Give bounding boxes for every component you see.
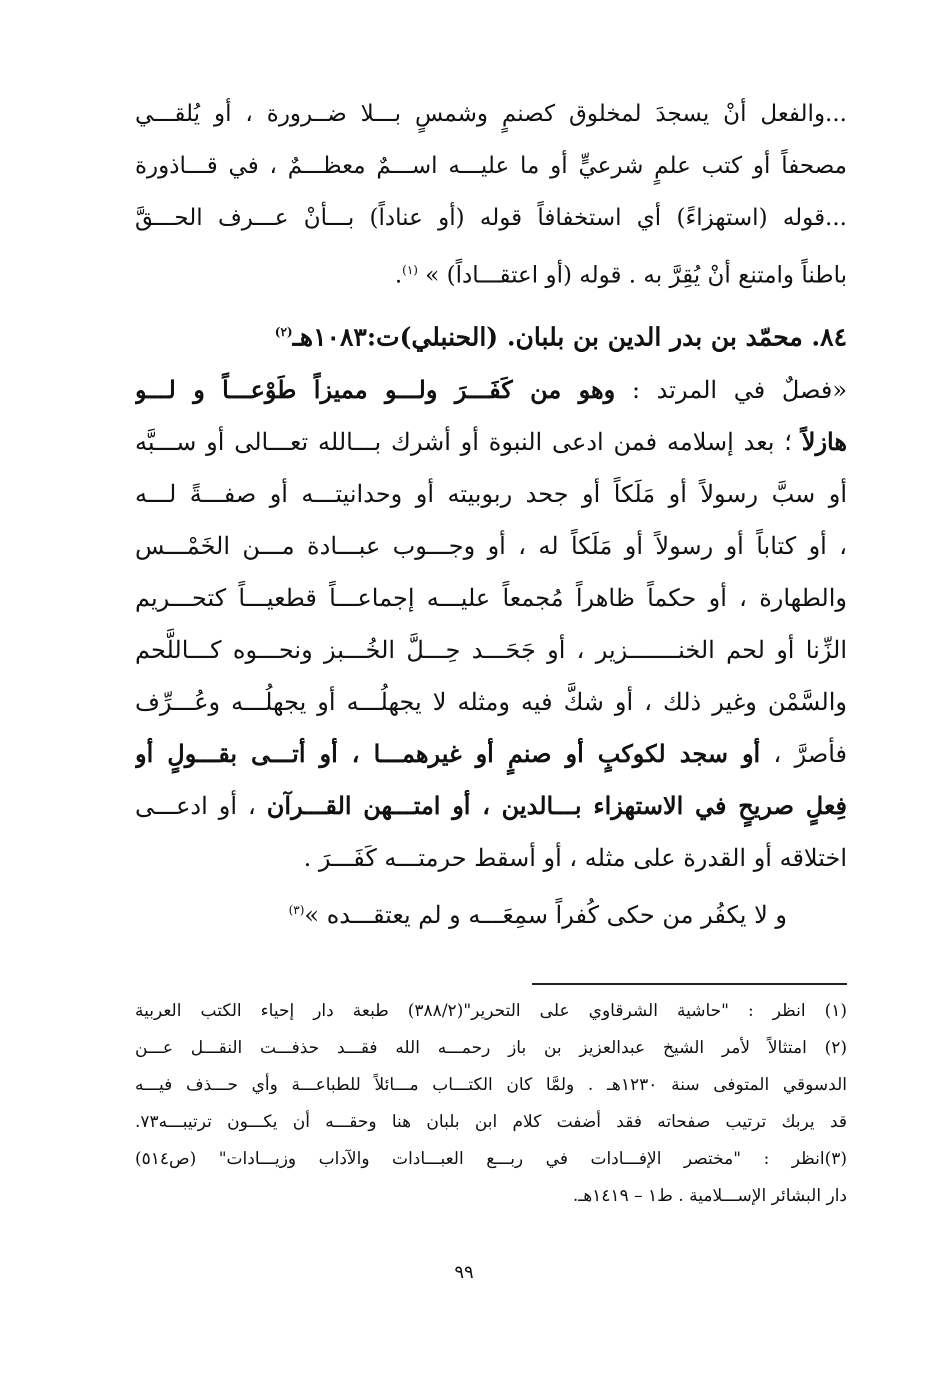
heading-text: ٨٤. محمّد بن بدر الدين بن بلبان. (الحنبلي)ت:١٠٨٣هـ bbox=[292, 322, 847, 352]
quote-normal: «فصلٌ في المرتد : bbox=[615, 376, 847, 404]
quote-line: والطهارة ، أو حكماً ظاهراً مُجمعاً عليـــه إجماعـــاً قطعيـــاً كتحـــريم bbox=[135, 584, 847, 612]
quote-bold: أو سجد لكوكبٍ أو صنمٍ أو غيرهمـــا ، أو أتـــى بقـــولٍ أو bbox=[135, 739, 761, 768]
quote-block bbox=[135, 364, 847, 936]
intro-line-end: . bbox=[394, 262, 403, 289]
page-number: ٩٩ bbox=[454, 1262, 474, 1283]
quote-line: أو سبَّ رسولاً أو مَلَكاً أو جحد ربوبيته أو وحدانيتـــه أو صفـــةً لـــه bbox=[135, 480, 847, 508]
footnote-ref: (١) bbox=[402, 263, 418, 277]
footnote-separator bbox=[532, 983, 847, 985]
footnote-separator-area bbox=[135, 983, 847, 985]
intro-line: مصحفاً أو كتب علمٍ شرعيٍّ أو ما عليـــه اســـمٌ معظـــمٌ ، في قـــاذورة bbox=[135, 153, 847, 179]
intro-line bbox=[135, 244, 847, 296]
quote-line bbox=[135, 728, 847, 780]
quote-bold: هازلاً bbox=[801, 427, 847, 456]
quote-line: الزِّنا أو لحم الخنـــــــزير ، أو جَحَـــد حِـــلَّ الخُـــبز ونحـــوه كـــاللَّحم bbox=[135, 636, 847, 664]
quote-line: اختلاقه أو القدرة على مثله ، أو أسقط حرمتـــه كَفَـــرَ . bbox=[303, 844, 847, 872]
footnote-line: (٢) امتثالاً لأمر الشيخ عبدالعزيز بن باز رحمـــه الله فقـــد حذفـــت النقـــل عـــن bbox=[135, 1038, 847, 1058]
quote-line bbox=[135, 884, 847, 936]
footnote-ref: (٣) bbox=[288, 903, 305, 917]
quote-normal: و لا يكفُر من حكى كُفراً سمِعَـــه و لم يعتقـــده » bbox=[304, 901, 787, 929]
footnote-line: الدسوقي المتوفى سنة ١٢٣٠هـ . ولمَّا كان الكتـــاب مـــائلاً للطباعـــة وأي حـــذف فيـــه bbox=[135, 1075, 847, 1095]
quote-normal: ، أو ادعـــى bbox=[135, 792, 267, 820]
quote-line bbox=[135, 780, 847, 832]
footnote-ref: (٢) bbox=[274, 325, 293, 339]
footnote-line: قد يربك ترتيب صفحاته فقد أضفت كلام ابن بلبان هنا وحقـــه أن يكـــون ترتيبـــه٧٣. bbox=[135, 1112, 847, 1132]
intro-line: ...قوله (استهزاءً) أي استخفافاً قوله (أو عناداً) بـــأنْ عـــرف الحـــقَّ bbox=[135, 205, 847, 231]
footnote-line: دار البشائر الإســـلامية . ط١ – ١٤١٩هـ. bbox=[572, 1186, 847, 1206]
quote-line: ، أو كتاباً أو رسولاً أو مَلَكاً له ، أو وجـــوب عبـــادة مـــن الخَمْـــس bbox=[135, 532, 847, 560]
intro-line-text: باطناً وامتنع أنْ يُقِرَّ به . قوله (أو اعتقـــاداً) » bbox=[425, 262, 847, 289]
intro-line: ...والفعل أنْ يسجدَ لمخلوق كصنمٍ وشمسٍ بـــلا ضــرورة ، أو يُلقـــي bbox=[135, 101, 847, 127]
footnote-line: (١) انظر : "حاشية الشرقاوي على التحرير"(٣٨٨/٢) طبعة دار إحياء الكتب العربية bbox=[135, 1001, 847, 1021]
quote-line bbox=[135, 364, 847, 416]
quote-normal: ؛ بعد إسلامه فمن ادعى النبوة أو أشرك بـــالله تعـــالى أو ســـبَّه bbox=[135, 428, 802, 456]
main-text bbox=[135, 88, 847, 936]
quote-line: والسَّمْن وغير ذلك ، أو شكَّ فيه ومثله لا يجهلُـــه أو يجهلُـــه وعُـــرِّف bbox=[135, 688, 847, 716]
footnotes bbox=[135, 993, 847, 1215]
footnote-line: (٣)انظر : "مختصر الإفـــادات في ربـــع العبـــادات والآداب وزيـــادات" (ص٥١٤) bbox=[135, 1149, 847, 1169]
quote-bold: فِعلٍ صريحٍ في الاستهزاء بـــالدين ، أو امتـــهن القـــرآن bbox=[266, 791, 847, 820]
section-heading bbox=[135, 304, 847, 360]
quote-bold: وهو من كَفَـــرَ ولـــو مميزاً طَوْعـــاً و لـــو bbox=[135, 375, 616, 404]
quote-line bbox=[135, 416, 847, 468]
quote-normal: فأصرَّ ، bbox=[760, 740, 847, 768]
